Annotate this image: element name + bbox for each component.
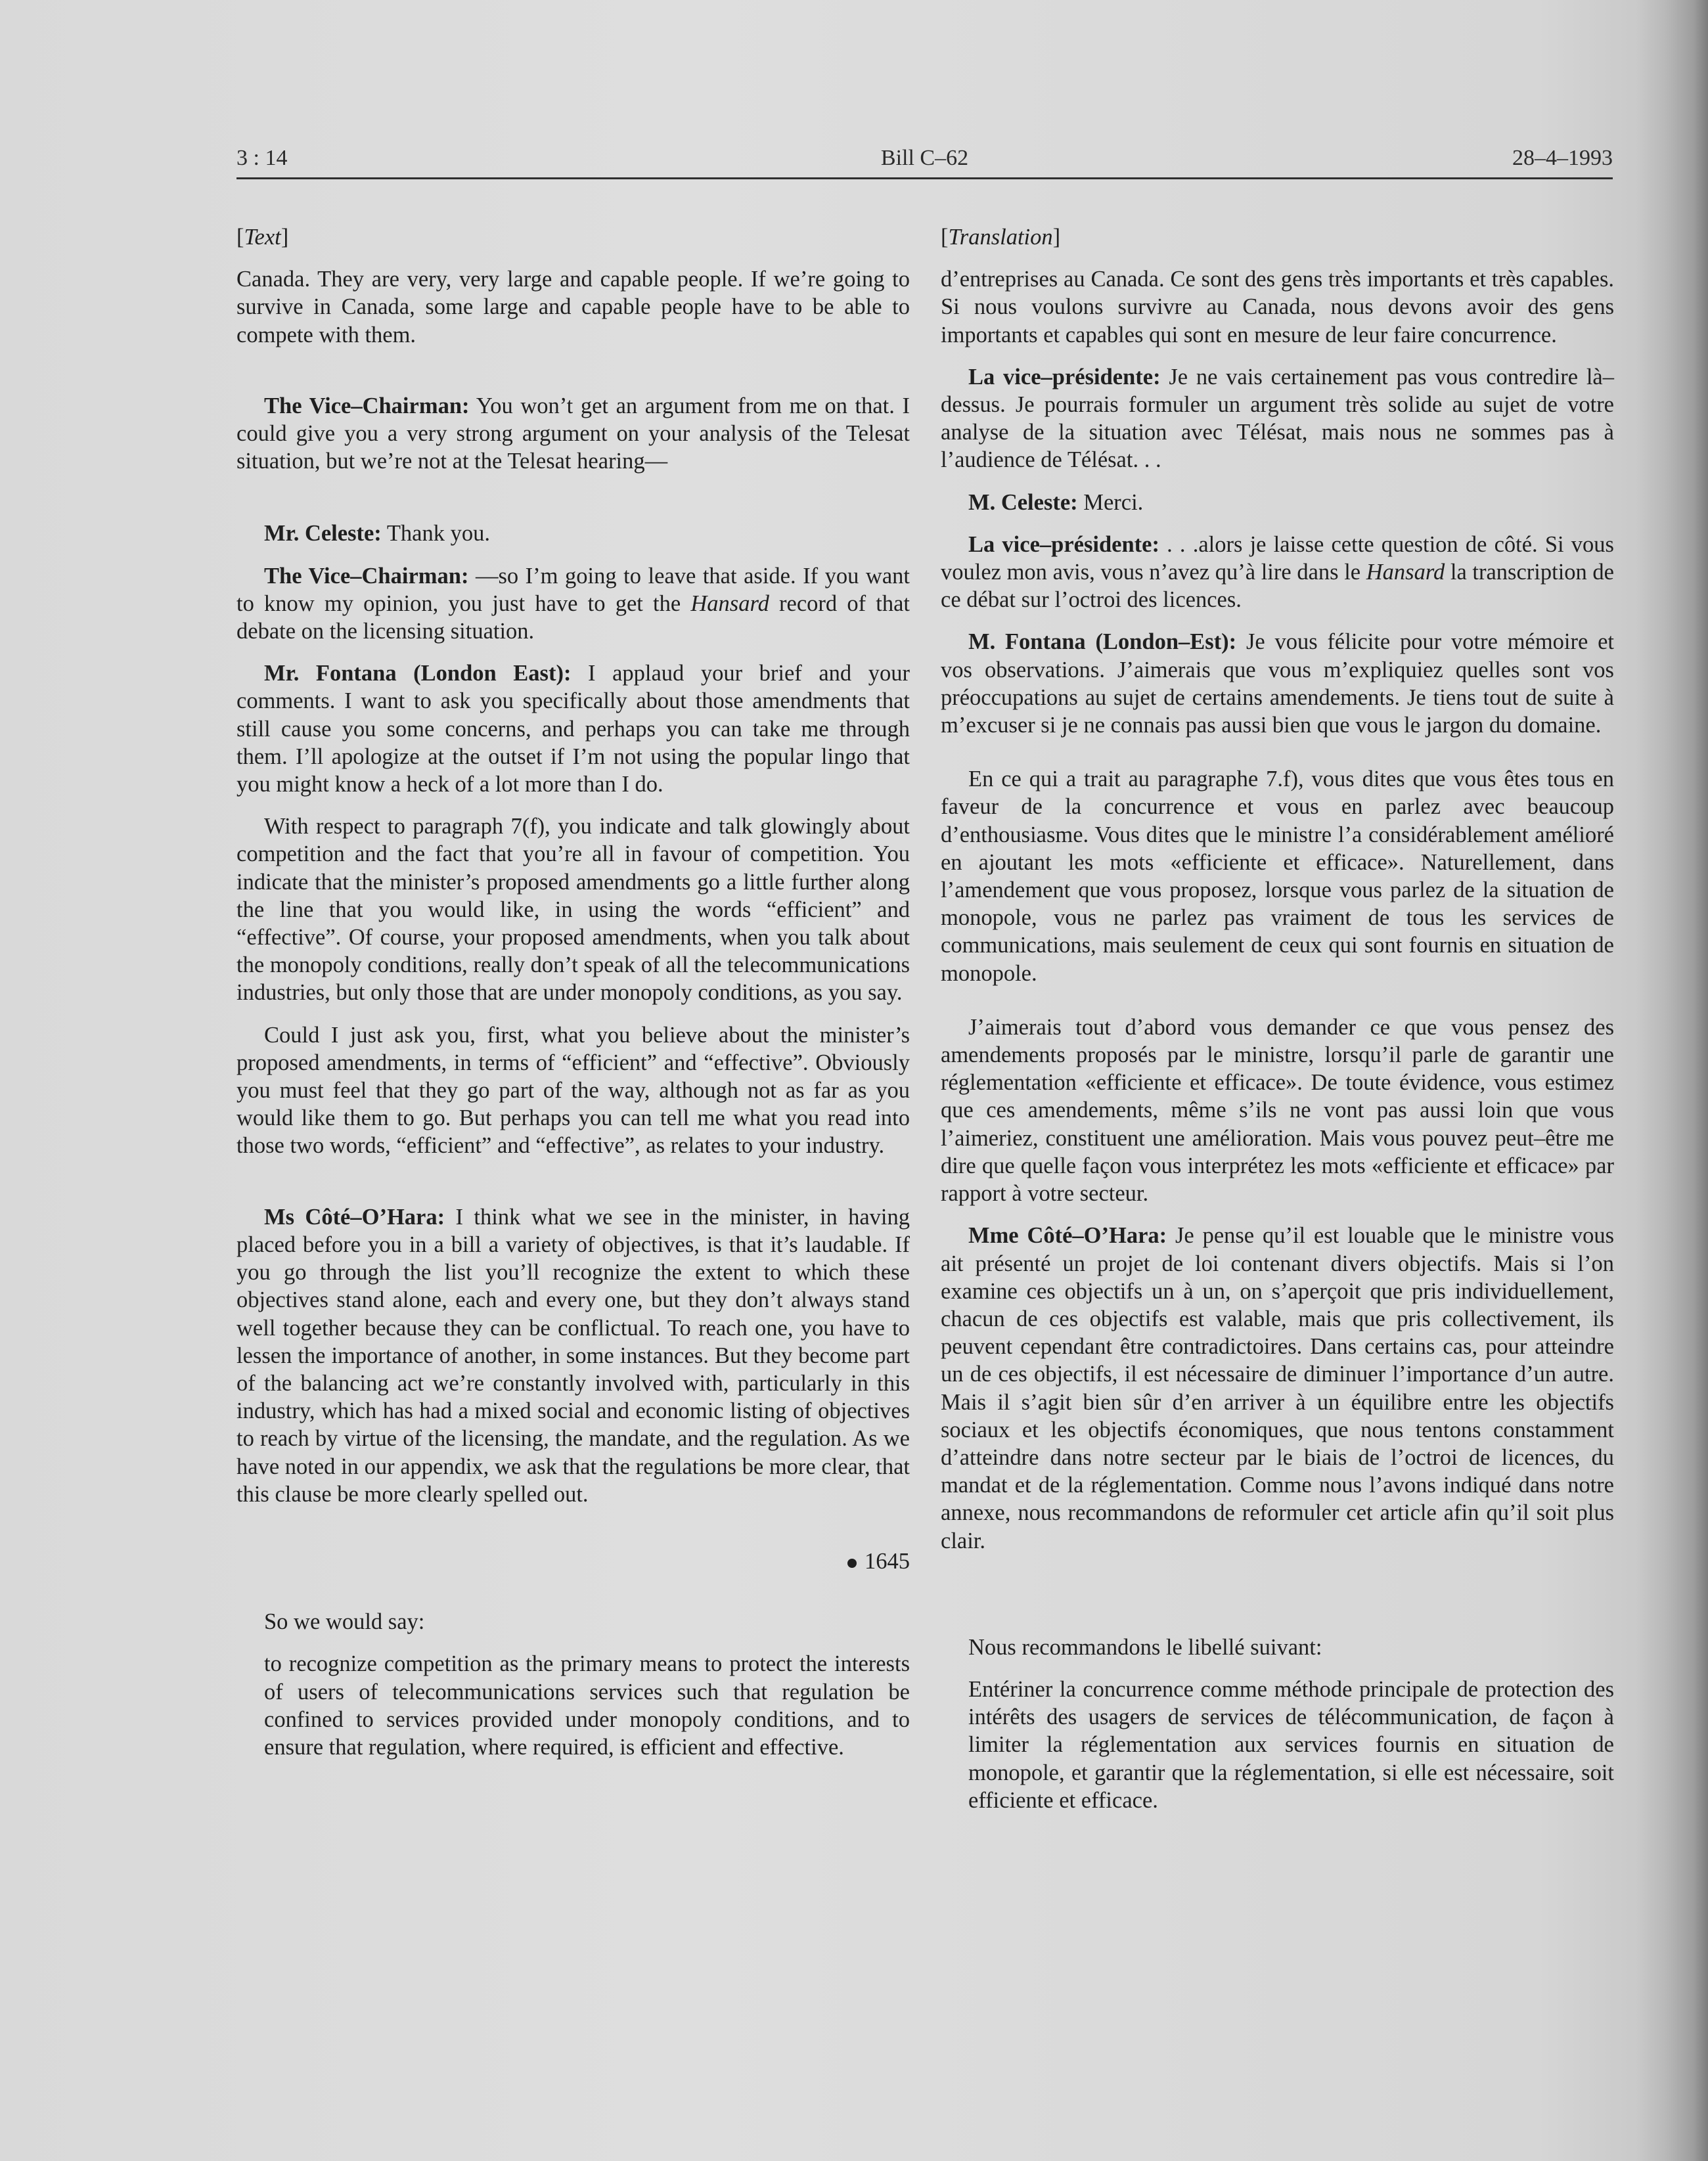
speaker-name: Ms Côté–O’Hara: (264, 1204, 445, 1230)
bill-title: Bill C–62 (880, 146, 969, 170)
column-label: [Translation] (941, 225, 1061, 250)
quoted-clause: to recognize competition as the primary means to protect the interests of users of telecommunications services such that regulation be confined to services provided under monopoly conditions, and to ensure that regulation, where required, is efficient and effective. (264, 1651, 910, 1760)
header-rule (236, 177, 1613, 179)
paragraph: Mr. Fontana (London East): I applaud your brief and your comments. I want to ask you specifically about those amendments that still cause you some concerns, and perhaps you can take me through them. I’ll apologize at the outset if I’m not using the popular lingo that you might know a heck of a lot more than I do. (236, 661, 910, 797)
paragraph: d’entreprises au Canada. Ce sont des gens très importants et très capables. Si nous voulons survivre au Canada, nous devons avoir des gens importants et capables qui sont en mesure de leur faire concurrence. (941, 267, 1614, 347)
paragraph: Could I just ask you, first, what you believe about the minister’s proposed amendments, in terms of “efficient” and “effective”. Obviously you must feel that they go part of the way, although not as far as you would like them to go. But perhaps you can tell me what you read into those two words, “efficient” and “effective”, as relates to your industry. (236, 1022, 910, 1159)
paragraph: La vice–présidente: . . .alors je laisse cette question de côté. Si vous voulez mon avis, vous n’avez qu’à lire dans le Hansard la transcription de ce débat sur l’octroi des licences. (941, 531, 1614, 613)
french-column (941, 223, 1614, 1814)
paragraph: Canada. They are very, very large and capable people. If we’re going to survive in Canada, some large and capable people have to be able to compete with them. (236, 267, 910, 347)
page-number: 3 : 14 (236, 146, 288, 170)
speaker-name: M. Fontana (London–Est): (968, 629, 1237, 655)
paragraph: M. Fontana (London–Est): Je vous félicite pour votre mémoire et vos observations. J’aimerais que vous m’expliquiez quelles sont vos préoccupations au sujet de certains amendements. Je tiens tout de suite à m’excuser si je ne connais pas aussi bien que vous le jargon du domaine. (941, 629, 1615, 738)
paragraph: With respect to paragraph 7(f), you indicate and talk glowingly about competition and the fact that you’re all in favour of competition. You indicate that the minister’s proposed amendments go a little further along the line that you would like, in using the words “efficient” and “effective”. Of course, your proposed amendments, when you talk about the monopoly conditions, really don’t speak of all the telecommunications industries, but only those that are under monopoly conditions, as you say. (236, 814, 910, 1006)
bullet-icon (847, 1559, 857, 1568)
paragraph: En ce qui a trait au paragraphe 7.f), vous dites que vous êtes tous en faveur de la concurrence et vous en parlez avec beaucoup d’enthousiasme. Vous dites que le ministre l’a considérablement amélioré en ajoutant les mots «efficiente et efficace». Naturellement, dans l’amendement que vous proposez, lorsque vous parlez de la situation de monopole, vous ne parlez pas vraiment de tous les services de communications, mais seulement de ceux qui sont fournis en situation de monopole. (941, 767, 1614, 986)
header-date: 28–4–1993 (1512, 146, 1613, 170)
speaker-name: Mr. Fontana (London East): (264, 661, 572, 686)
paragraph: La vice–présidente: Je ne vais certainement pas vous contredire là–dessus. Je pourrais formuler un argument très solide au sujet de votre analyse de la situation avec Télésat, mais nous ne sommes pas à l’audience de Télésat. . . (941, 364, 1614, 473)
paragraph: M. Celeste: Merci. (968, 489, 1144, 515)
paragraph: Ms Côté–O’Hara: I think what we see in the minister, in having placed before you in a bill a variety of objectives, is that it’s laudable. If you go through the list you’ll recognize the extent to which these objectives stand alone, each and every one, but they don’t always stand well together because they can be conflictual. To reach one, you have to lessen the importance of another, in some instances. But they become part of the balancing act we’re constantly involved with, particularly in this industry, which has had a mixed social and economic listing of objectives to reach by virtue of the licensing, the mandate, and the regulation. As we have noted in our appendix, we ask that the regulations be more clear, that this clause be more clearly spelled out. (236, 1204, 910, 1507)
speaker-name: Mr. Celeste: (264, 521, 382, 546)
paragraph: So we would say: (264, 1609, 425, 1635)
paragraph: Mme Côté–O’Hara: Je pense qu’il est louable que le ministre vous ait présenté un projet de loi contenant divers objectifs. Mais si l’on examine ces objectifs un à un, on s’aperçoit que pris individuellement, chacun de ces objectifs est valable, mais que pris collectivement, ils peuvent cependant être contradictoires. Dans certains cas, pour atteindre un de ces objectifs, il est nécessaire de diminuer l’importance d’un autre. Mais il s’agit bien sûr d’en arriver à un équilibre entre les objectifs sociaux et les objectifs économiques, que nous tentons constamment d’atteindre dans notre secteur par le biais de l’octroi de licences, du mandat et de la réglementation. Comme nous l’avons indiqué dans notre annexe, nous recommandons de reformuler cet article afin qu’il soit plus clair. (941, 1223, 1614, 1553)
speaker-name: La vice–présidente: (968, 364, 1161, 390)
paragraph: J’aimerais tout d’abord vous demander ce que vous pensez des amendements proposés par le ministre, lorsqu’il parle de garantir une réglementation «efficiente et efficace». De toute évidence, vous estimez que ces amendements, même s’ils ne vont pas aussi loin que vous l’aimeriez, constituent une amélioration. Mais vous pouvez peut–être me dire que quelle façon vous interprétez les mots «efficiente et efficace» par rapport à votre secteur. (941, 1014, 1614, 1207)
english-column (236, 223, 910, 1761)
speaker-name: M. Celeste: (968, 489, 1078, 515)
quoted-clause: Entériner la concurrence comme méthode principale de protection des intérêts des usagers de services de télécommunication, de façon à limiter la réglementation aux services fournis en situation de monopole, et garantir que la réglementation, si elle est nécessaire, soit efficiente et efficace. (968, 1676, 1614, 1813)
paragraph: Nous recommandons le libellé suivant: (968, 1634, 1322, 1660)
time-marker: 1645 (236, 1548, 910, 1575)
paragraph: Mr. Celeste: Thank you. (264, 521, 490, 546)
page-edge-shadow (1636, 0, 1708, 2161)
running-header (236, 146, 1613, 177)
speaker-name: The Vice–Chairman: (264, 563, 469, 589)
paragraph: The Vice–Chairman: You won’t get an argument from me on that. I could give you a very strong argument on your analysis of the Telesat situation, but we’re not at the Telesat hearing— (236, 393, 910, 474)
speaker-name: The Vice–Chairman: (264, 393, 470, 418)
speaker-name: Mme Côté–O’Hara: (968, 1223, 1167, 1249)
speaker-name: La vice–présidente: (968, 531, 1159, 557)
column-label: [Text] (236, 225, 289, 250)
paragraph: The Vice–Chairman: —so I’m going to leave that aside. If you want to know my opinion, you just have to get the Hansard record of that debate on the licensing situation. (236, 563, 910, 644)
